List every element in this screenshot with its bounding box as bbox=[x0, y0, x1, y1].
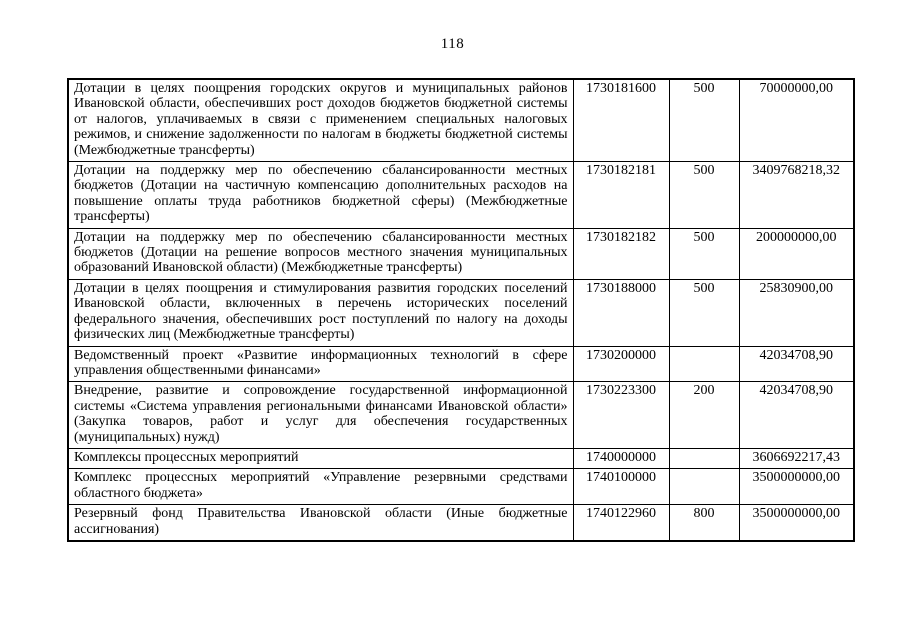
table-row bbox=[68, 505, 854, 541]
cell-item-name: Ведомственный проект «Развитие информационных технологий в сфере управления общественными финансами» bbox=[68, 346, 573, 382]
table-row bbox=[68, 162, 854, 229]
cell-amount: 3500000000,00 bbox=[739, 469, 854, 505]
cell-expense-type: 800 bbox=[669, 505, 739, 541]
cell-expense-type bbox=[669, 469, 739, 505]
cell-item-name: Комплексы процессных мероприятий bbox=[68, 448, 573, 468]
cell-item-name: Дотации на поддержку мер по обеспечению сбалансированности местных бюджетов (Дотации на решение вопросов местного значения муниципальных образований Ивановской области) (Межбюджетные трансферты) bbox=[68, 228, 573, 279]
cell-expense-type bbox=[669, 448, 739, 468]
cell-expense-type: 500 bbox=[669, 162, 739, 229]
budget-table-body bbox=[68, 79, 854, 541]
cell-amount: 42034708,90 bbox=[739, 382, 854, 449]
cell-amount: 25830900,00 bbox=[739, 279, 854, 346]
cell-item-name: Резервный фонд Правительства Ивановской области (Иные бюджетные ассигнования) bbox=[68, 505, 573, 541]
cell-expense-type: 500 bbox=[669, 228, 739, 279]
table-row bbox=[68, 346, 854, 382]
cell-target-code: 1740000000 bbox=[573, 448, 669, 468]
cell-target-code: 1730223300 bbox=[573, 382, 669, 449]
cell-target-code: 1730200000 bbox=[573, 346, 669, 382]
cell-amount: 3409768218,32 bbox=[739, 162, 854, 229]
table-row bbox=[68, 228, 854, 279]
cell-amount: 42034708,90 bbox=[739, 346, 854, 382]
budget-table bbox=[67, 78, 855, 542]
cell-target-code: 1730181600 bbox=[573, 79, 669, 162]
cell-amount: 3606692217,43 bbox=[739, 448, 854, 468]
cell-item-name: Дотации в целях поощрения и стимулирования развития городских поселений Ивановской области, включенных в перечень исторических поселений федерального значения, обеспечивших рост поступлений по налогу на доходы физических лиц (Межбюджетные трансферты) bbox=[68, 279, 573, 346]
cell-target-code: 1730182182 bbox=[573, 228, 669, 279]
table-row bbox=[68, 448, 854, 468]
table-row bbox=[68, 469, 854, 505]
cell-expense-type: 500 bbox=[669, 79, 739, 162]
cell-amount: 200000000,00 bbox=[739, 228, 854, 279]
table-row bbox=[68, 79, 854, 162]
table-row bbox=[68, 382, 854, 449]
cell-target-code: 1730188000 bbox=[573, 279, 669, 346]
page-number: 118 bbox=[440, 36, 465, 52]
cell-expense-type bbox=[669, 346, 739, 382]
cell-target-code: 1740100000 bbox=[573, 469, 669, 505]
cell-amount: 3500000000,00 bbox=[739, 505, 854, 541]
cell-item-name: Комплекс процессных мероприятий «Управление резервными средствами областного бюджета» bbox=[68, 469, 573, 505]
cell-amount: 70000000,00 bbox=[739, 79, 854, 162]
cell-expense-type: 500 bbox=[669, 279, 739, 346]
cell-expense-type: 200 bbox=[669, 382, 739, 449]
cell-target-code: 1740122960 bbox=[573, 505, 669, 541]
cell-target-code: 1730182181 bbox=[573, 162, 669, 229]
cell-item-name: Внедрение, развитие и сопровождение государственной информационной системы «Система управления региональными финансами Ивановской области» (Закупка товаров, работ и услуг для обеспечения государственных (муниципальных) нужд) bbox=[68, 382, 573, 449]
cell-item-name: Дотации в целях поощрения городских округов и муниципальных районов Ивановской области, обеспечивших рост доходов бюджетов бюджетной системы от налогов, уплачиваемых в связи с применением специальных налоговых режимов, и снижение задолженности по налогам в бюджеты бюджетной системы (Межбюджетные трансферты) bbox=[68, 79, 573, 162]
cell-item-name: Дотации на поддержку мер по обеспечению сбалансированности местных бюджетов (Дотации на частичную компенсацию дополнительных расходов на повышение оплаты труда работников бюджетной сферы) (Межбюджетные трансферты) bbox=[68, 162, 573, 229]
table-row bbox=[68, 279, 854, 346]
